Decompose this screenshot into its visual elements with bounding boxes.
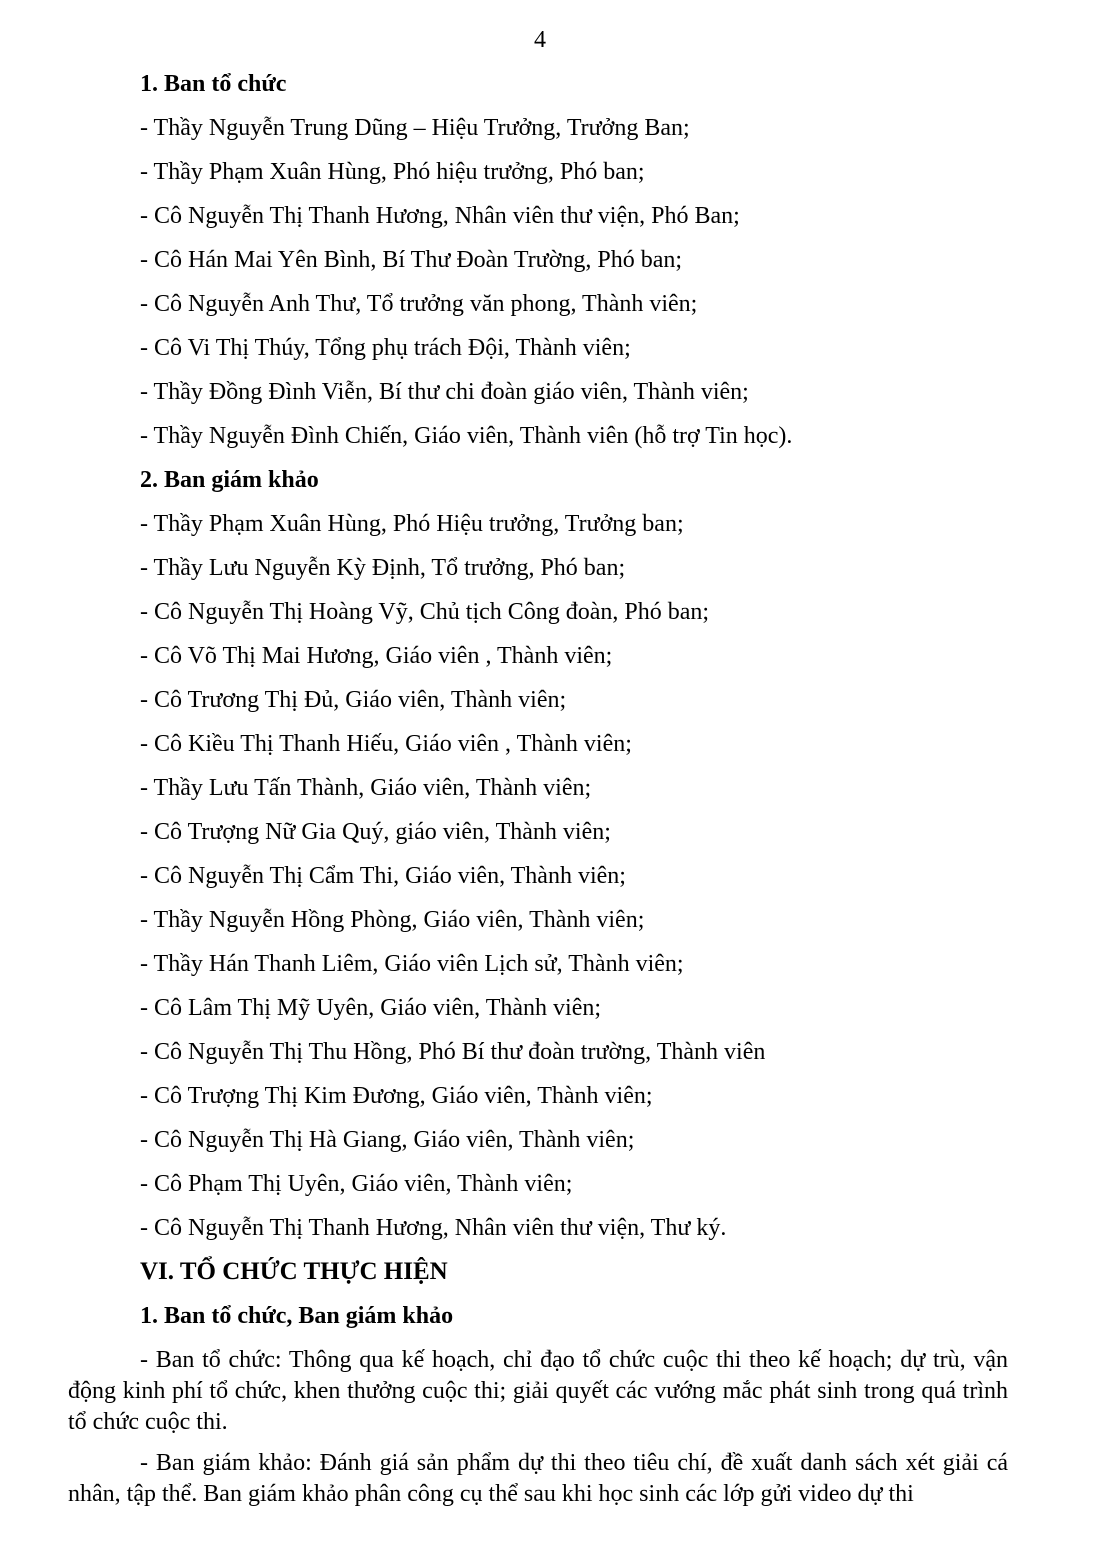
list-item: - Cô Trượng Nữ Gia Quý, giáo viên, Thành viên; [140, 819, 611, 845]
list-item: - Cô Trương Thị Đủ, Giáo viên, Thành viên; [140, 687, 567, 713]
list-item: - Cô Võ Thị Mai Hương, Giáo viên , Thành viên; [140, 643, 613, 669]
document-body [68, 69, 1008, 1520]
list-item: - Cô Nguyễn Anh Thư, Tổ trưởng văn phong, Thành viên; [140, 291, 698, 317]
list-item: - Thầy Hán Thanh Liêm, Giáo viên Lịch sử, Thành viên; [140, 951, 684, 977]
list-item: - Thầy Nguyễn Trung Dũng – Hiệu Trưởng, Trưởng Ban; [140, 115, 690, 141]
list-item: - Cô Phạm Thị Uyên, Giáo viên, Thành viên; [140, 1171, 573, 1197]
list-item: - Cô Hán Mai Yên Bình, Bí Thư Đoàn Trường, Phó ban; [140, 247, 683, 273]
chapter-heading: VI. TỔ CHỨC THỰC HIỆN [140, 1258, 448, 1285]
section-ban-to-chuc [68, 69, 1008, 451]
list-item: - Cô Nguyễn Thị Hoàng Vỹ, Chủ tịch Công đoàn, Phó ban; [140, 599, 710, 625]
list-item: - Thầy Đồng Đình Viễn, Bí thư chi đoàn giáo viên, Thành viên; [140, 379, 749, 405]
list-item: - Thầy Lưu Tấn Thành, Giáo viên, Thành viên; [140, 775, 592, 801]
section-to-chuc-thuc-hien [68, 1257, 1008, 1510]
section-heading: 1. Ban tổ chức, Ban giám khảo [140, 1303, 454, 1329]
section-heading: 2. Ban giám khảo [140, 467, 319, 493]
list-item: - Cô Nguyễn Thị Cẩm Thi, Giáo viên, Thành viên; [140, 863, 626, 889]
list-item: - Cô Lâm Thị Mỹ Uyên, Giáo viên, Thành viên; [140, 995, 602, 1021]
paragraph: - Ban giám khảo: Đánh giá sản phẩm dự thi theo tiêu chí, đề xuất danh sách xét giải cá nhân, tập thể. Ban giám khảo phân công cụ thể sau khi học sinh các lớp gửi video dự thi [68, 1450, 1008, 1507]
list-item: - Thầy Phạm Xuân Hùng, Phó hiệu trưởng, Phó ban; [140, 159, 645, 185]
list-item: - Cô Nguyễn Thị Thu Hồng, Phó Bí thư đoàn trường, Thành viên [140, 1039, 766, 1065]
paragraph: - Ban tổ chức: Thông qua kế hoạch, chỉ đạo tổ chức cuộc thi theo kế hoạch; dự trù, vận động kinh phí tổ chức, khen thưởng cuộc thi; giải quyết các vướng mắc phát sinh trong quá trình tổ chức cuộc thi. [68, 1347, 1008, 1435]
list-item: - Cô Nguyễn Thị Thanh Hương, Nhân viên thư viện, Thư ký. [140, 1215, 727, 1241]
section-ban-giam-khao [68, 465, 1008, 1243]
list-item: - Thầy Lưu Nguyễn Kỳ Định, Tổ trưởng, Phó ban; [140, 555, 626, 581]
section-heading: 1. Ban tổ chức [140, 71, 287, 97]
list-item: - Cô Kiều Thị Thanh Hiếu, Giáo viên , Thành viên; [140, 731, 632, 757]
list-item: - Thầy Phạm Xuân Hùng, Phó Hiệu trưởng, Trưởng ban; [140, 511, 684, 537]
page-number: 4 [534, 27, 546, 53]
list-item: - Thầy Nguyễn Đình Chiến, Giáo viên, Thành viên (hỗ trợ Tin học). [140, 423, 793, 449]
list-item: - Cô Trượng Thị Kim Đương, Giáo viên, Thành viên; [140, 1083, 653, 1109]
list-item: - Cô Vi Thị Thúy, Tổng phụ trách Đội, Thành viên; [140, 335, 631, 361]
list-item: - Cô Nguyễn Thị Thanh Hương, Nhân viên thư viện, Phó Ban; [140, 203, 740, 229]
list-item: - Thầy Nguyễn Hồng Phòng, Giáo viên, Thành viên; [140, 907, 645, 933]
list-item: - Cô Nguyễn Thị Hà Giang, Giáo viên, Thành viên; [140, 1127, 635, 1153]
